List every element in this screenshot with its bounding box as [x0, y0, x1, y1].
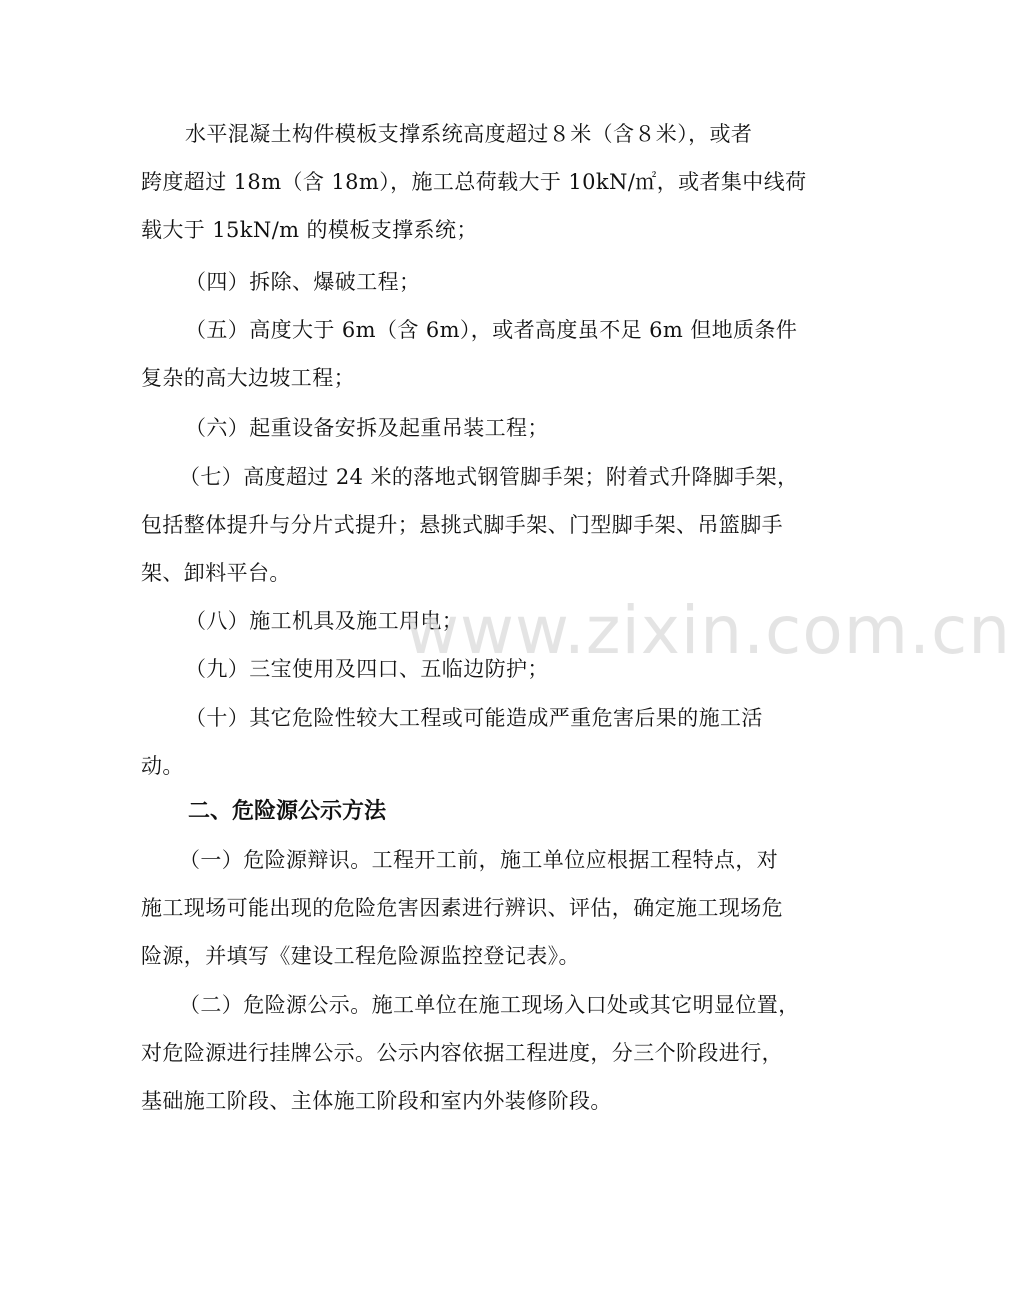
paragraph-item-7: [141, 453, 799, 597]
text-line: 包括整体提升与分片式提升；悬挑式脚手架、门型脚手架、吊篮脚手: [141, 513, 783, 537]
text-line: （七）高度超过 24 米的落地式钢管脚手架；附着式升降脚手架，: [179, 465, 799, 489]
paragraph-item-4: [141, 258, 781, 306]
text-line: （五）高度大于 6m（含 6m），或者高度虽不足 6m 但地质条件: [185, 318, 798, 342]
text-line: 对危险源进行挂牌公示。公示内容依据工程进度，分三个阶段进行，: [141, 1041, 783, 1065]
text-line: （一）危险源辩识。工程开工前，施工单位应根据工程特点，对: [179, 848, 779, 872]
text-line: （二）危险源公示。施工单位在施工现场入口处或其它明显位置，: [179, 993, 800, 1017]
text-line: （六）起重设备安拆及起重吊装工程；: [185, 416, 549, 440]
text-line: 载大于 15kN/m 的模板支撑系统；: [141, 218, 478, 242]
text-line: 动。: [141, 754, 184, 778]
text-line: 水平混凝土构件模板支撑系统高度超过８米（含８米），或者: [185, 122, 753, 146]
text-line: 跨度超过 18m（含 18m），施工总荷载大于 10kN/㎡，或者集中线荷: [141, 170, 807, 194]
paragraph-formwork-support: [141, 110, 807, 254]
text-line: 基础施工阶段、主体施工阶段和室内外装修阶段。: [141, 1089, 612, 1113]
paragraph-item-5: [141, 306, 798, 402]
text-line: （四）拆除、爆破工程；: [185, 270, 421, 294]
text-line: 险源，并填写《建设工程危险源监控登记表》。: [141, 944, 580, 968]
text-line: 复杂的高大边坡工程；: [141, 366, 355, 390]
text-line: （八）施工机具及施工用电；: [185, 609, 464, 633]
paragraph-hazard-disclosure: [141, 981, 800, 1125]
paragraph-hazard-identification: [141, 836, 781, 980]
section-heading: 二、危险源公示方法: [188, 799, 387, 824]
paragraph-item-6: [141, 404, 781, 452]
watermark: www.zixin.com.cn: [405, 592, 1011, 669]
text-line: 架、卸料平台。: [141, 561, 291, 585]
text-line: 施工现场可能出现的危险危害因素进行辨识、评估，确定施工现场危: [141, 896, 783, 920]
text-line: （九）三宝使用及四口、五临边防护；: [185, 657, 549, 681]
paragraph-item-10: [141, 694, 781, 790]
text-line: （十）其它危险性较大工程或可能造成严重危害后果的施工活: [185, 706, 763, 730]
